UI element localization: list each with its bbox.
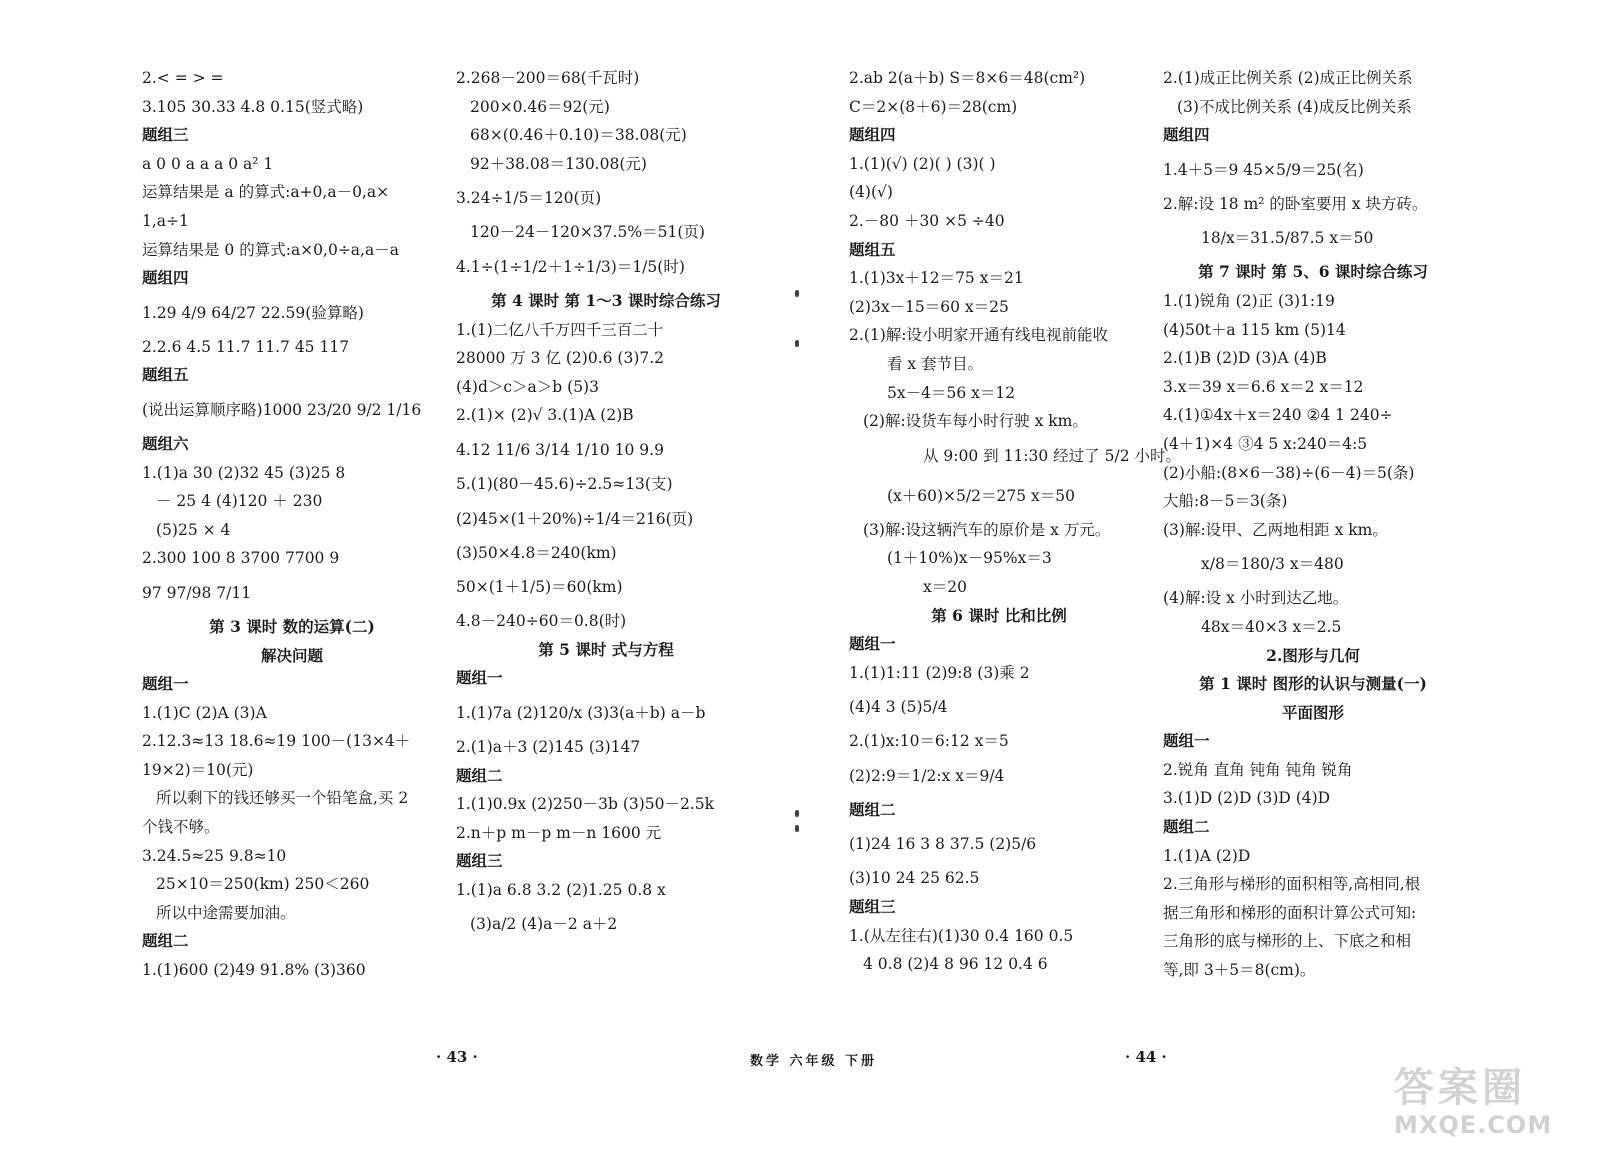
answer-line: 18/x＝31.5/87.5 x＝50	[1201, 229, 1374, 248]
lesson-title: 第 3 课时 数的运算(二)	[209, 616, 375, 636]
answer-line: 2.－80 ＋30 ×5 ÷40	[849, 211, 1005, 230]
answer-line: 所以剩下的钱还够买一个铅笔盒,买 2	[156, 789, 409, 808]
answer-line: (4)50t＋a 115 km (5)14	[1163, 320, 1346, 339]
answer-line: 5.(1)(80－45.6)÷2.5≈13(支)	[456, 474, 673, 493]
section-heading: 题组三	[456, 851, 503, 871]
answer-line: 1.(1)a 6.8 3.2 (2)1.25 0.8 x	[456, 880, 666, 899]
answer-line: (2)小船:(8×6－38)÷(6－4)＝5(条)	[1163, 463, 1415, 482]
answer-line: 1.(1)a 30 (2)32 45 (3)25 8	[142, 463, 346, 482]
answer-line: (3)解:设这辆汽车的原价是 x 万元。	[863, 520, 1111, 539]
answer-line: 3.x＝39 x＝6.6 x＝2 x＝12	[1163, 377, 1364, 396]
answer-line: 所以中途需要加油。	[156, 903, 296, 922]
answer-line: 3.(1)D (2)D (3)D (4)D	[1163, 789, 1331, 808]
answer-line: 1.4＋5＝9 45×5/9＝25(名)	[1163, 160, 1364, 179]
answer-line: 1.(1)1:11 (2)9:8 (3)乘 2	[849, 663, 1030, 682]
answer-line: 3.24.5≈25 9.8≈10	[142, 846, 287, 865]
left-page-column-1	[142, 64, 442, 985]
section-heading: 题组五	[849, 239, 896, 259]
watermark-text-en: MXQE.COM	[1394, 1111, 1553, 1139]
answer-line: (3)10 24 25 62.5	[849, 869, 980, 888]
answer-line: 2.n＋p m－p m－n 1600 元	[456, 823, 662, 842]
answer-line: 1.(1)A (2)D	[1163, 846, 1251, 865]
answer-line: 1.(1)7a (2)120/x (3)3(a＋b) a－b	[456, 703, 706, 722]
answer-line: 4.12 11/6 3/14 1/10 10 9.9	[456, 440, 664, 459]
section-heading: 题组二	[142, 931, 189, 951]
footer-book-title: 数学 六年级 下册	[750, 1054, 878, 1069]
answer-line: (1)24 16 3 8 37.5 (2)5/6	[849, 835, 1037, 854]
answer-line: x＝20	[923, 577, 967, 596]
page-number-left: · 43 ·	[436, 1048, 478, 1066]
lesson-title: 平面图形	[1281, 702, 1344, 722]
lesson-title: 第 1 课时 图形的认识与测量(一)	[1199, 674, 1427, 694]
lesson-title: 第 6 课时 比和比例	[931, 605, 1067, 625]
section-heading: 题组五	[142, 365, 189, 385]
answer-line: 2.锐角 直角 钝角 钝角 锐角	[1163, 760, 1353, 779]
answer-line: 25×10＝250(km) 250＜260	[156, 875, 370, 894]
answer-line: 1.(1)600 (2)49 91.8% (3)360	[142, 961, 366, 980]
answer-line: 2.(1)a＋3 (2)145 (3)147	[456, 737, 641, 756]
answer-line: 大船:8－5＝3(条)	[1163, 492, 1288, 511]
left-page-column-2	[456, 64, 756, 944]
section-heading: 题组四	[849, 125, 896, 145]
answer-line: 3.105 30.33 4.8 0.15(竖式略)	[142, 97, 364, 116]
answer-line: 看 x 套节目。	[887, 354, 984, 373]
answer-line: 2.三角形与梯形的面积相等,高相同,根	[1163, 875, 1421, 894]
answer-line: 三角形的底与梯形的上、下底之和相	[1163, 932, 1412, 951]
answer-line: (3)解:设甲、乙两地相距 x km。	[1163, 520, 1388, 539]
answer-line: 2.解:设 18 m² 的卧室要用 x 块方砖。	[1163, 194, 1428, 213]
answer-line: x/8＝180/3 x＝480	[1201, 555, 1344, 574]
section-heading: 题组四	[142, 268, 189, 288]
answer-line: 120－24－120×37.5%＝51(页)	[470, 223, 705, 242]
lesson-title: 解决问题	[260, 645, 323, 665]
answer-line: C＝2×(8＋6)＝28(cm)	[849, 97, 1018, 116]
answer-line: 运算结果是 0 的算式:a×0,0÷a,a－a	[142, 240, 399, 259]
section-heading: 题组一	[456, 668, 503, 688]
answer-line: (3)a/2 (4)a－2 a＋2	[470, 915, 618, 934]
lesson-title: 第 4 课时 第 1～3 课时综合练习	[491, 290, 721, 310]
answer-line: (4)4 3 (5)5/4	[849, 698, 948, 717]
section-heading: 题组一	[1163, 731, 1210, 751]
answer-line: (4)解:设 x 小时到达乙地。	[1163, 589, 1349, 608]
watermark-text-cn: 答案圈	[1394, 1065, 1526, 1111]
answer-line: 4 0.8 (2)4 8 96 12 0.4 6	[863, 955, 1048, 974]
answer-line: 2.(1)x:10＝6:12 x＝5	[849, 732, 1009, 751]
page-number-right: · 44 ·	[1125, 1048, 1167, 1066]
answer-line: 据三角形和梯形的面积计算公式可知:	[1163, 903, 1417, 922]
lesson-title: 2.图形与几何	[1266, 645, 1360, 665]
answer-line: 48x＝40×3 x＝2.5	[1201, 617, 1342, 636]
section-heading: 题组二	[1163, 817, 1210, 837]
answer-line: 2.(1)成正比例关系 (2)成正比例关系	[1163, 69, 1413, 87]
answer-line: 200×0.46＝92(元)	[470, 97, 610, 116]
answer-line: 从 9:00 到 11:30 经过了 5/2 小时。	[923, 446, 1181, 465]
answer-line: 运算结果是 a 的算式:a+0,a－0,a×	[142, 183, 390, 202]
answer-line: 1.(1)3x＋12＝75 x＝21	[849, 269, 1024, 288]
answer-line: 4.1÷(1÷1/2＋1÷1/3)＝1/5(时)	[456, 257, 685, 276]
section-heading: 题组一	[849, 634, 896, 654]
answer-line: 1.(1)锐角 (2)正 (3)1:19	[1163, 291, 1335, 310]
answer-line: (4)(√)	[849, 183, 893, 202]
lesson-title: 第 5 课时 式与方程	[538, 639, 674, 659]
right-page-column-1	[849, 64, 1181, 979]
answer-line: 等,即 3＋5＝8(cm)。	[1163, 961, 1316, 980]
answer-line: 5x－4＝56 x＝12	[887, 383, 1016, 402]
answer-line: a 0 0 a a a 0 a² 1	[142, 154, 274, 173]
answer-line: (1＋10%)x－95%x＝3	[887, 549, 1052, 568]
answer-line: 1.29 4/9 64/27 22.59(验算略)	[142, 303, 364, 322]
answer-line: 19×2)＝10(元)	[142, 760, 254, 779]
answer-line: 1.(1)二亿八千万四千三百二十	[456, 320, 664, 339]
answer-line: (4)d＞c＞a＞b (5)3	[456, 377, 599, 396]
answer-line: (5)25 × 4	[156, 520, 231, 539]
answer-line: 92＋38.08＝130.08(元)	[470, 154, 647, 173]
answer-line: 1,a÷1	[142, 211, 189, 230]
watermark-logo	[1394, 1066, 1584, 1144]
answer-line: 2.(1)B (2)D (3)A (4)B	[1163, 349, 1327, 368]
answer-line: 1.(1)0.9x (2)250－3b (3)50－2.5k	[456, 795, 715, 814]
answer-line: (2)解:设货车每小时行驶 x km。	[863, 412, 1088, 431]
answer-line: 个钱不够。	[142, 818, 220, 837]
section-heading: 题组一	[142, 674, 189, 694]
answer-line: 2.(1)解:设小明家开通有线电视前能收	[849, 326, 1108, 345]
answer-line: (4＋1)×4 ③4 5 x:240＝4:5	[1163, 434, 1368, 453]
lesson-title: 第 7 课时 第 5、6 课时综合练习	[1198, 262, 1428, 282]
answer-line: 2.300 100 8 3700 7700 9	[142, 549, 340, 568]
section-heading: 题组四	[1163, 125, 1210, 145]
answer-line: 2.2.6 4.5 11.7 11.7 45 117	[142, 337, 350, 356]
answer-line: 4.8－240÷60＝0.8(时)	[456, 612, 627, 631]
answer-line: (2)45×(1＋20%)÷1/4＝216(页)	[456, 509, 694, 528]
answer-line: 1.(1)(√) (2)( ) (3)( )	[849, 154, 996, 173]
section-heading: 题组六	[142, 433, 189, 453]
answer-line: 68×(0.46＋0.10)＝38.08(元)	[470, 126, 687, 145]
section-heading: 题组三	[849, 897, 896, 917]
answer-line: 4.(1)①4x＋x＝240 ②4 1 240÷	[1163, 406, 1393, 425]
answer-line: 28000 万 3 亿 (2)0.6 (3)7.2	[456, 349, 665, 368]
answer-line: 1.(1)C (2)A (3)A	[142, 703, 267, 722]
answer-line: (说出运算顺序略)1000 23/20 9/2 1/16	[142, 400, 422, 419]
answer-line: 2.(1)× (2)√ 3.(1)A (2)B	[456, 406, 634, 425]
answer-line: (3)50×4.8＝240(km)	[456, 543, 617, 562]
answer-line: 50×(1＋1/5)＝60(km)	[456, 578, 623, 597]
answer-line: － 25 4 (4)120 ＋ 230	[156, 492, 323, 511]
section-heading: 题组二	[849, 799, 896, 819]
answer-line: 97 97/98 7/11	[142, 583, 252, 602]
answer-line: (2)2:9＝1/2:x x＝9/4	[849, 766, 1005, 785]
answer-line: (3)不成比例关系 (4)成反比例关系	[1177, 97, 1412, 116]
answer-line: (2)3x－15＝60 x＝25	[849, 297, 1009, 316]
answer-line: 2.ab 2(a＋b) S＝8×6＝48(cm²)	[849, 69, 1086, 87]
answer-line: 2.12.3≈13 18.6≈19 100－(13×4＋	[142, 732, 411, 751]
answer-line: 2.268－200＝68(千瓦时)	[456, 69, 640, 87]
answer-line: (x＋60)×5/2＝275 x＝50	[887, 486, 1075, 505]
answer-line: 2.< = > =	[142, 69, 224, 87]
section-heading: 题组二	[456, 765, 503, 785]
binding-gutter-marks	[795, 290, 805, 850]
section-heading: 题组三	[142, 125, 189, 145]
answer-line: 1.(从左往右)(1)30 0.4 160 0.5	[849, 926, 1074, 945]
right-page-column-2	[1163, 64, 1463, 985]
answer-line: 3.24÷1/5＝120(页)	[456, 189, 602, 208]
